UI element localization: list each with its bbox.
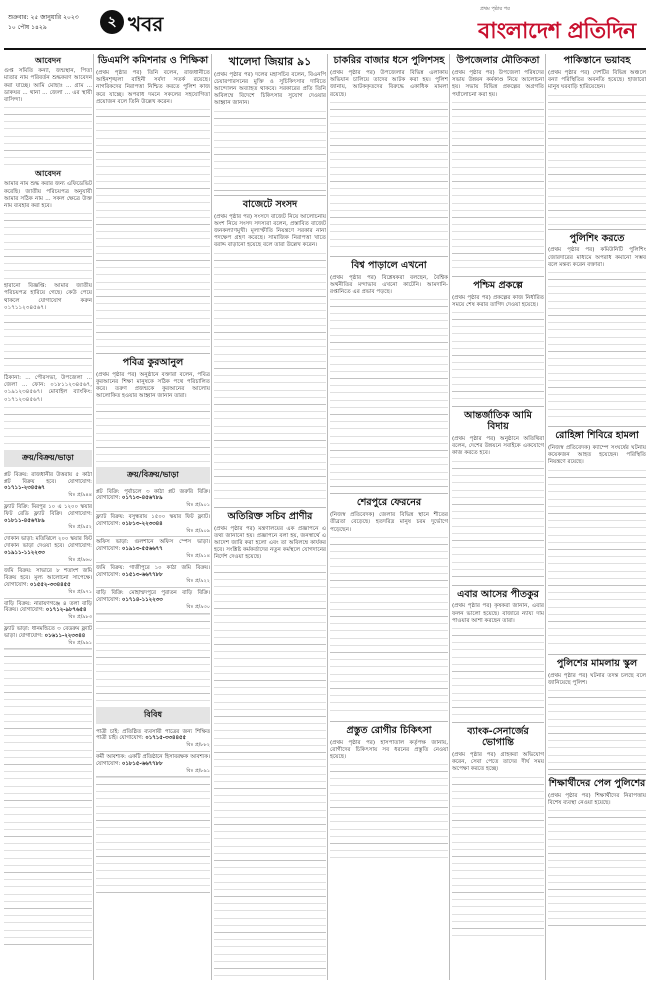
ad-reference: বিঃ প্র/৯৮৩ [68, 614, 92, 621]
article-body-continued [214, 565, 326, 980]
article-body: (প্রথম পৃষ্ঠার পর) ঘটনার তদন্ত চলছে বলে জানিয়েছে পুলিশ। [548, 672, 646, 686]
ad-reference: বিঃ প্র/৯৭১ [68, 588, 92, 595]
ad-text: দোকান ভাড়া: মতিঝিলে ২০০ স্কয়ার ফিট দোকান ভাড়া দেওয়া হবে। যোগাযোগ: [4, 536, 92, 549]
classified-heading: বিবিধ [96, 707, 210, 724]
section-title: খবর [128, 12, 164, 36]
classified-ad [96, 487, 210, 512]
ad-text: প্লট বিক্রয়: রাজধানীর উত্তরায় ৫ কাঠা প্লট বিক্রয় হবে। যোগাযোগ: [4, 471, 92, 485]
article-body-continued [452, 628, 544, 718]
ad-phone: ০১৮১৩-২২৩৩৪৪ [121, 520, 163, 527]
column-divider [93, 54, 94, 980]
article-body: (প্রথম পৃষ্ঠার পর) দেশটির বিভিন্ন অঞ্চলে বন্যা পরিস্থিতির অবনতি হয়েছে। হাজারো মানুষ ঘরবাড়ি হারিয়েছেন। [548, 69, 646, 91]
ad-reference: বিঃ প্র/৮৯১ [186, 767, 210, 774]
article-body: (প্রথম পৃষ্ঠার পর) প্রকল্পের কাজ নির্ধারিত সময়ে শেষ করার তাগিদ দেওয়া হয়েছে। [452, 294, 544, 308]
article-body: (প্রথম পৃষ্ঠার পর) মন্ত্রণালয়ের এক প্রজ্ঞাপনে এ তথ্য জানানো হয়। প্রজ্ঞাপনে বলা হয়, জনস্বার্থে এ আদেশ জারি করা হলো এবং তা অবিলম্বে কার্যকর হবে। সংশ্লিষ্ট কর্মকর্তাদের নতুন কর্মস্থলে যোগদানের নির্দেশ দেওয়া হয়েছে। [214, 525, 326, 561]
article-body-continued [330, 537, 448, 717]
classified-ad [96, 512, 210, 537]
issue-bangla-date: ১০ পৌষ ১৪২৯ [8, 24, 47, 31]
article-headline: অতিরিক্ত সচিব প্রাণীর [227, 510, 313, 522]
article-body-continued [452, 102, 544, 272]
page-number-badge: ২ [100, 10, 124, 34]
article-body: (প্রথম পৃষ্ঠার পর) অনুষ্ঠানে বক্তারা বলেন, পবিত্র কুরআনের শিক্ষা মানুষকে সঠিক পথে পরিচালিত করে। তরুণ প্রজন্মকে কুরআনের আলোয় আলোকিত হওয়ার আহ্বান জানান তারা। [96, 371, 210, 400]
ad-phone: ০১৭১২-৯৮৭৬৫৪ [45, 607, 87, 614]
notice-text: গুপ্ত সমিতি কন্যা, জন্মস্থান, পিতা মাতার নাম পরিবর্তন শুদ্ধকরণ আবেদন করা যাচ্ছে। আমি মোছাঃ ... গ্রাম ... ডাকঘর ... থানা ... জেলা ... এর স্থায়ী বাসিন্দা। [4, 68, 92, 103]
notice-text-continued [4, 107, 92, 167]
ad-phone: ০১৭১৩-৪৫৬৭৮৯ [121, 495, 163, 502]
article-body-continued [96, 109, 210, 349]
article-separator [330, 493, 448, 494]
ad-reference: বিঃ প্র/৯২২ [186, 578, 210, 585]
ad-reference: বিঃ প্র/৯০৯ [186, 527, 210, 534]
ad-phone: ০১৯১৩-৫৫৬৬৭৭ [121, 546, 163, 553]
column-3 [214, 54, 326, 980]
article-body: (প্রথম পৃষ্ঠার পর) কমিউনিটি পুলিশিং জোরদারের মাধ্যমে অপরাধ কমানো সম্ভব বলে মন্তব্য করেন বক্তারা। [548, 247, 646, 268]
ad-phone: ০১৯১১-১১২২৩৩ [4, 549, 45, 556]
notice-text: ঠিকানা: ... পৌরসভা, উপজেলা ... জেলা ... ফোন: ০১৮১১২৩৪৫৬৭, ০১৯১২৩৪৫৬৭। মোবাইল ব্যাংকিং: ০১৭১২৩৪৫৬৭। [4, 375, 92, 403]
column-2 [96, 54, 210, 980]
article-body-continued [214, 111, 326, 191]
classified-ads-continued [4, 649, 92, 949]
article-body: (প্রথম পৃষ্ঠার পর) দলের মহাসচিব বলেন, বিএনপি চেয়ারপারসনের মুক্তি ও সুচিকিৎসার দাবিতে আন্দোলন অব্যাহত থাকবে। সরকারের প্রতি তিনি অবিলম্বে বিদেশে চিকিৎসার সুযোগ দেওয়ার আহ্বান জানান। [214, 71, 326, 107]
article-body-continued [548, 810, 646, 930]
article-body: (প্রথম পৃষ্ঠার পর) সংসদে বাজেট নিয়ে আলোচনায় অংশ নিয়ে সংসদ সদস্যরা বলেন, প্রস্তাবিত বাজেট জনকল্যাণমুখী। মূল্যস্ফীতি নিয়ন্ত্রণে সরকার নানা পদক্ষেপ গ্রহণ করেছে। সামাজিক নিরাপত্তা খাতে বরাদ্দ বাড়ানো হয়েছে বলে তারা উল্লেখ করেন। [214, 213, 326, 249]
article-body-continued [548, 690, 646, 770]
article-body: (প্রথম পৃষ্ঠার পর) উপজেলা পরিষদের সভায় উন্নয়ন কর্মকাণ্ড নিয়ে আলোচনা হয়। সভায় বিভিন্ন প্রকল্পের অগ্রগতি পর্যালোচনা করা হয়। [452, 69, 544, 98]
article-headline: পুলিশের মামলায় স্কুল [556, 657, 638, 669]
article-headline: ব্যাংক-সেনার্জের ভোগান্তি [467, 726, 529, 748]
column-divider [449, 54, 450, 980]
ad-text: বাড়ি বিক্রয়: নারায়ণগঞ্জে ৪ তলা বাড়ি বিক্রয়। যোগাযোগ: [4, 600, 92, 614]
logo-text: বাংলাদেশ প্রতিদিন [478, 19, 636, 44]
article-separator [548, 229, 646, 230]
ad-text: জমি বিক্রয়: সাভারে ৮ শতাংশ জমি বিক্রয় হবে। মূল্য আলোচনা সাপেক্ষে। যোগাযোগ: [4, 568, 92, 588]
article-body-continued [452, 777, 544, 937]
classified-ad [96, 727, 210, 752]
ad-phone: ০১৮১১-৪৫৬৭৮৯ [4, 517, 45, 524]
logo-tagline: প্রথম পৃষ্ঠার পর [480, 6, 510, 12]
ad-phone: ০১৭১৫-৩৩৪৪৫৫ [145, 735, 186, 742]
notice-heading: আবেদন [35, 169, 61, 179]
column-4 [330, 54, 448, 980]
article-separator [452, 722, 544, 723]
ad-text: পাত্রী চাই: প্রতিষ্ঠিত ব্যবসায়ী পাত্রের জন্য শিক্ষিত পাত্রী চাই। যোগাযোগ: [96, 728, 210, 742]
classified-ads-continued [96, 614, 210, 704]
classified-ad [96, 563, 210, 588]
notice-heading: আবেদন [35, 56, 61, 65]
article-body: (প্রথম পৃষ্ঠার পর) কৃষকরা জানান, এবার ফলন ভালো হয়েছে। বাজারে ন্যায্য দাম পাওয়ার আশা করছেন তারা। [452, 603, 544, 624]
classified-ad [4, 624, 92, 649]
notice-text: আমার নাম শুদ্ধ করার জন্য এফিডেভিট করেছি। জাতীয় পরিচয়পত্র অনুযায়ী আমার সঠিক নাম ... সকল ক্ষেত্রে উক্ত নাম ব্যবহার করা হবে। [4, 181, 92, 209]
column-1 [4, 54, 92, 980]
article-body-continued [330, 102, 448, 252]
article-body-continued [548, 470, 646, 650]
article-body: (নিজস্ব প্রতিবেদক) জেলার বিভিন্ন স্থানে শীতের তীব্রতা বেড়েছে। হতদরিদ্র মানুষ চরম দুর্ভোগে পড়েছেন। [330, 512, 448, 533]
article-separator [452, 406, 544, 407]
article-body-continued [548, 95, 646, 225]
article-headline: পাকিস্তানে ভয়াবহ [563, 55, 631, 66]
article-separator [214, 507, 326, 508]
ad-text: প্লট বিক্রি: পূর্বাচলে ৩ কাঠা প্লট জরুরি বিক্রি। যোগাযোগ: [96, 488, 210, 502]
ad-reference: বিঃ প্র/৯১৪ [186, 553, 210, 560]
article-separator [214, 195, 326, 196]
article-body: (প্রথম পৃষ্ঠার পর) উপজেলার বিভিন্ন এলাকায় অভিযান চালিয়ে তাদের আটক করা হয়। পুলিশ জানায়, আটককৃতদের বিরুদ্ধে একাধিক মামলা রয়েছে। [330, 69, 448, 98]
column-6 [548, 54, 646, 980]
notice-text-continued [4, 213, 92, 283]
notice-text-continued [4, 315, 92, 375]
ad-text: ফ্ল্যাট বিক্রি: মিরপুর ১০ এ ১২০০ স্কয়ার ফিট রেডি ফ্ল্যাট বিক্রি। যোগাযোগ: [4, 504, 92, 517]
ad-text: অফিস ভাড়া: গুলশানে অফিস স্পেস ভাড়া। যোগাযোগ: [96, 539, 210, 553]
classified-ad [4, 599, 92, 624]
article-separator [330, 256, 448, 257]
article-headline: উপজেলার মৌতিকতা [456, 55, 540, 66]
ad-reference: বিঃ প্র/৮৮২ [186, 742, 210, 749]
classified-heading: ক্রয়/বিক্রয়/ভাড়া [96, 467, 210, 484]
article-separator [96, 353, 210, 354]
article-separator [548, 426, 646, 427]
article-separator [548, 774, 646, 775]
classified-ad [4, 566, 92, 598]
ad-text: ফ্ল্যাট ভাড়া: ধানমন্ডিতে ৩ বেডরুম ফ্ল্যাট ভাড়া। যোগাযোগ: [4, 625, 92, 639]
article-body-continued [452, 461, 544, 581]
article-body-continued [330, 764, 448, 864]
masthead-rule [4, 48, 646, 50]
article-body-continued [548, 272, 646, 422]
masthead [0, 0, 650, 50]
article-headline: শেরপুরে ফেরনের [356, 497, 422, 509]
article-body: (প্রথম পৃষ্ঠার পর) গ্রাহকরা অভিযোগ করেন, সেবা পেতে তাদের দীর্ঘ সময় অপেক্ষা করতে হচ্ছে। [452, 751, 544, 773]
notice-text: হারানো বিজ্ঞপ্তি: আমার জাতীয় পরিচয়পত্র হারিয়ে গেছে। কেউ পেয়ে থাকলে যোগাযোগ করুন ০১৭১১২৩৪৫৬৭। [4, 283, 92, 311]
article-headline: আন্তর্জাতিক আমি বিদায় [464, 410, 532, 432]
column-divider [211, 54, 212, 980]
article-headline: খালেদা জিয়ার ৯১ [228, 55, 312, 68]
ad-text: ফ্ল্যাট বিক্রয়: বসুন্ধরায় ১৫০০ স্কয়ার ফিট ফ্ল্যাট। যোগাযোগ: [96, 514, 210, 527]
newspaper-logo [470, 4, 646, 46]
article-headline: ডিএমপি কমিশনার ও শিক্ষিকা [97, 55, 209, 66]
classified-ad [96, 537, 210, 562]
ad-phone: ০১৬১১-২২৩৩৪৪ [44, 632, 86, 639]
article-body: (নিজস্ব প্রতিবেদক) ক্যাম্পে সংঘর্ষের ঘটনায় কয়েকজন আহত হয়েছেন। পরিস্থিতি নিয়ন্ত্রণে রয়েছে। [548, 444, 646, 466]
article-headline: পবিত্র কুরআনুল [122, 356, 184, 368]
article-headline: পুলিশিং করতে [569, 232, 625, 244]
notice-text-continued [4, 407, 92, 447]
article-body: (প্রথম পৃষ্ঠার পর) তিনি বলেন, রাজধানীতে আইনশৃঙ্খলা বাহিনী সর্বদা সতর্ক রয়েছে। নাগরিকদের নিরাপত্তা নিশ্চিত করতে পুলিশ কাজ করে যাচ্ছে। অপরাধ দমনে সকলের সহযোগিতা প্রয়োজন বলে তিনি উল্লেখ করেন। [96, 69, 210, 105]
column-divider [545, 54, 546, 980]
classified-heading: ক্রয়/বিক্রয়/ভাড়া [4, 450, 92, 467]
article-body: (প্রথম পৃষ্ঠার পর) শিক্ষার্থীদের নিরাপত্তায় বিশেষ ব্যবস্থা নেওয়া হয়েছে। [548, 792, 646, 807]
ad-text: কর্মী আবশ্যক: একটি প্রতিষ্ঠানে হিসাবরক্ষক আবশ্যক। যোগাযোগ: [96, 754, 210, 767]
classified-ad [4, 470, 92, 502]
article-separator [452, 585, 544, 586]
article-body-continued [96, 404, 210, 464]
article-headline: শিক্ষার্থীদের পেল পুলিশের [548, 777, 646, 789]
column-5 [452, 54, 544, 980]
article-body-continued [452, 312, 544, 402]
article-headline: বাজেটে সংসদ [242, 198, 298, 210]
ad-reference: বিঃ প্র/৯৫২ [68, 524, 92, 531]
article-headline: প্রস্তুত রোগীর চিকিৎসা [346, 724, 432, 736]
classified-ad [4, 534, 92, 566]
article-body: (প্রথম পৃষ্ঠার পর) হাসপাতাল কর্তৃপক্ষ জানায়, রোগীদের চিকিৎসায় সব ধরনের প্রস্তুতি নেওয়া হয়েছে। [330, 739, 448, 761]
classified-ad [96, 588, 210, 613]
ad-phone: ০১৮১৫-৬৬৭৭৮৮ [121, 760, 163, 767]
article-body: (প্রথম পৃষ্ঠার পর) বিশ্লেষকরা বলছেন, বৈশ্বিক অর্থনীতির মন্দাভাব এখনো কাটেনি। আমদানি-রপ্তানিতে এর প্রভাব পড়ছে। [330, 274, 448, 296]
issue-date: শুক্রবার: ২৫ জানুয়ারি ২০২৩ [8, 14, 79, 21]
article-headline: এবার আসের পীতকুর [457, 588, 539, 600]
article-headline: বিশ্ব পাড়ালে এখনো [351, 259, 427, 271]
article-headline: পশ্চিম প্রকল্পে [473, 279, 523, 291]
article-separator [330, 721, 448, 722]
ad-phone: ০১৫১৩-৬৬৭৭৮৮ [121, 571, 163, 578]
article-body-continued [330, 299, 448, 489]
ad-text: জমি বিক্রয়: গাজীপুরে ১০ কাঠা জমি বিক্রয়। যোগাযোগ: [96, 564, 210, 578]
ad-phone: ০১৭১৪-১১২২৩৩ [121, 597, 163, 604]
classified-ad [96, 752, 210, 777]
ad-reference: বিঃ প্র/৯৯১ [68, 639, 92, 646]
article-headline: রোহিঙ্গা শিবিরে হামলা [555, 430, 639, 442]
article-separator [452, 276, 544, 277]
article-body-continued [214, 253, 326, 503]
ad-phone: ০১৭১১-২৩৪৫৬৭ [4, 485, 45, 492]
column-divider [327, 54, 328, 980]
classified-ads-continued [96, 777, 210, 897]
ad-reference: বিঃ প্র/৯০১ [186, 502, 210, 509]
ad-reference: বিঃ প্র/৯৩০ [186, 603, 210, 610]
classified-ad [4, 502, 92, 534]
ad-reference: বিঃ প্র/৯৬০ [68, 556, 92, 563]
ad-text: বাড়ি বিক্রি: মোহাম্মদপুরে পুরাতন বাড়ি বিক্রি। যোগাযোগ: [96, 590, 210, 604]
article-separator [548, 654, 646, 655]
ad-phone: ০১৫৫২-৩৩৪৪৫৫ [29, 581, 71, 588]
ad-reference: বিঃ প্র/৯৪৪ [68, 492, 92, 499]
article-headline: চাকরির বাজার ধসে পুলিশসহ [333, 55, 445, 66]
article-body: (প্রথম পৃষ্ঠার পর) অনুষ্ঠানে অতিথিরা বলেন, দেশের উন্নয়নে সবাইকে একযোগে কাজ করতে হবে। [452, 435, 544, 457]
